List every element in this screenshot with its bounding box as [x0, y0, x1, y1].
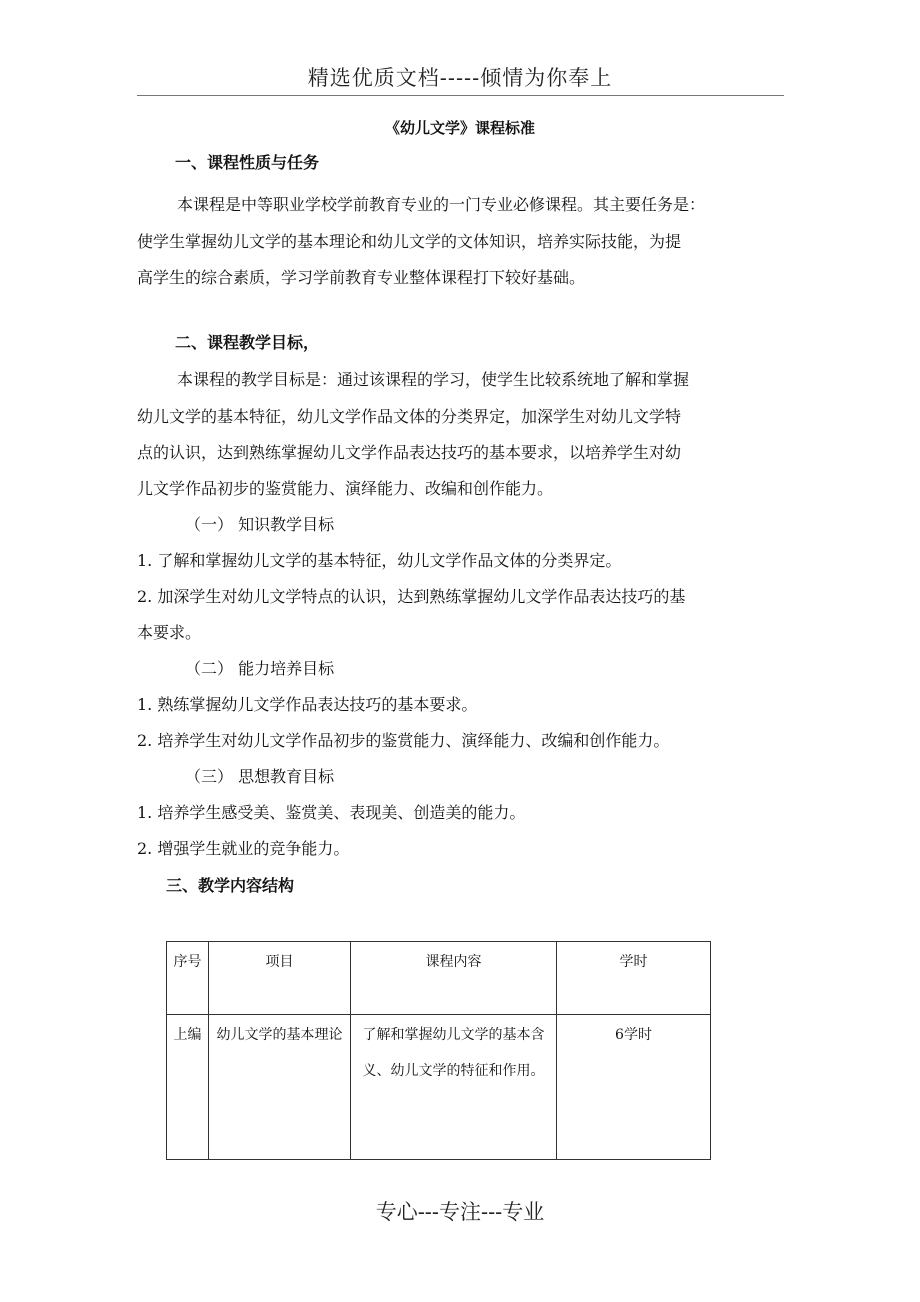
header-cell-hours: 学时 — [557, 942, 711, 1015]
paragraph-line: 本课程的教学目标是：通过该课程的学习，使学生比较系统地了解和掌握 — [177, 370, 690, 389]
list-item: 2. 加深学生对幼儿文学特点的认识，达到熟练掌握幼儿文学作品表达技巧的基 — [137, 587, 686, 606]
section-heading-1: 一、课程性质与任务 — [175, 153, 320, 172]
table-header-row — [167, 942, 711, 1015]
table-row — [167, 1015, 711, 1160]
page-header: 精选优质文档-----倾情为你奉上 — [307, 66, 613, 90]
cell-hours: 6学时 — [557, 1015, 711, 1160]
section-heading-2: 二、课程教学目标， — [175, 333, 320, 352]
header-divider — [137, 95, 784, 96]
paragraph-line: 点的认识，达到熟练掌握幼儿文学作品表达技巧的基本要求，以培养学生对幼 — [137, 443, 682, 462]
list-item: 1. 熟练掌握幼儿文学作品表达技巧的基本要求。 — [137, 695, 478, 714]
page-footer: 专心---专注---专业 — [375, 1200, 545, 1224]
list-item: 2. 培养学生对幼儿文学作品初步的鉴赏能力、演绎能力、改编和创作能力。 — [137, 731, 670, 750]
cell-item: 幼儿文学的基本理论 — [209, 1015, 351, 1160]
list-item: 本要求。 — [137, 623, 202, 642]
document-title: 《幼儿文学》课程标准 — [384, 119, 535, 137]
subheading-knowledge: （一） 知识教学目标 — [185, 515, 335, 534]
subheading-ideology: （三） 思想教育目标 — [185, 767, 335, 786]
paragraph-line: 本课程是中等职业学校学前教育专业的一门专业必修课程。其主要任务是： — [177, 195, 706, 214]
cell-no: 上编 — [167, 1015, 209, 1160]
paragraph-line: 高学生的综合素质，学习学前教育专业整体课程打下较好基础。 — [137, 268, 586, 287]
cell-content: 了解和掌握幼儿文学的基本含义、幼儿文学的特征和作用。 — [351, 1015, 557, 1160]
section-heading-3: 三、教学内容结构 — [166, 876, 295, 895]
list-item: 1. 了解和掌握幼儿文学的基本特征，幼儿文学作品文体的分类界定。 — [137, 551, 622, 570]
paragraph-line: 幼儿文学的基本特征，幼儿文学作品文体的分类界定，加深学生对幼儿文学特 — [137, 407, 682, 426]
header-cell-item: 项目 — [209, 942, 351, 1015]
list-item: 2. 增强学生就业的竞争能力。 — [137, 839, 350, 858]
content-structure-table — [166, 941, 711, 1160]
subheading-ability: （二） 能力培养目标 — [185, 659, 335, 678]
header-cell-content: 课程内容 — [351, 942, 557, 1015]
header-cell-no: 序号 — [167, 942, 209, 1015]
list-item: 1. 培养学生感受美、鉴赏美、表现美、创造美的能力。 — [137, 803, 526, 822]
paragraph-line: 使学生掌握幼儿文学的基本理论和幼儿文学的文体知识，培养实际技能，为提 — [137, 232, 682, 251]
paragraph-line: 儿文学作品初步的鉴赏能力、演绎能力、改编和创作能力。 — [137, 479, 554, 498]
